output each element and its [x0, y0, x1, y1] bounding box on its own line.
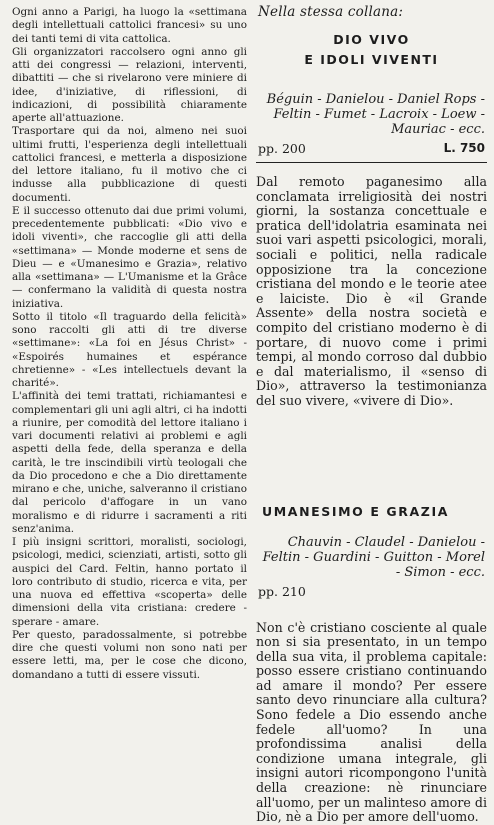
book2-description: Non c'è cristiano cosciente al quale non si sia presentato, in un tempo della sua vita, il problema capitale: posso essere cristiano continuando ad amare il mondo? Per essere santo devo rinunciare alla cultura? Sono fedele a Dio essendo anche fedele all'uomo? In una profondissima analisi della condizione umana integrale, gli insigni autori ricompongono l'unità della creazione: nè rinunciare all'uomo, per un malinteso amore di Dio, nè a Dio per amore dell'uomo. [256, 619, 487, 825]
paragraph-purpose: Trasportare qui da noi, almeno nei suoi ultimi frutti, l'esperienza degli intellettuali cattolici francesi, e metterla a disposizione del lettore italiano, fu il motivo che ci indusse alla pubblicazione di questi documenti. [12, 125, 247, 204]
book1-description: Dal remoto paganesimo alla conclamata irreligiosità dei nostri giorni, la sostanza concettuale e pratica dell'idolatria esaminata nei suoi vari aspetti psicologici, morali, sociali e politici, nella radicale opposizione tra la concezione cristiana del mondo e le teorie atee e laiciste. Dio è «il Grande Assente» della nostra società e compito del cristiano moderno è di portare, di nuovo come i primi tempi, al mondo corroso dal dubbio e dal materialismo, il «senso di Dio», attraverso la testimonianza del suo vivere, «vivere di Dio». [256, 174, 487, 408]
book1-price: L. 750 [443, 141, 485, 155]
book1-pages: pp. 200 [258, 141, 306, 156]
right-column [256, 4, 487, 825]
book2-meta [256, 584, 487, 599]
paragraph-traguardo: Sotto il titolo «Il traguardo della felicità» sono raccolti gli atti di tre diverse «settimane»: «La foi en Jésus Christ» - «Espoirés humaines et espérance chretienne» - «Les intellectuels devant la charité». [12, 310, 247, 389]
left-column [12, 6, 247, 778]
book2-authors: Chauvin - Claudel - Danielou - Feltin - Guardini - Guitton - Morel - Simon - ecc. [262, 534, 485, 580]
book1-meta [256, 141, 487, 156]
paragraph-organizers: Gli organizzatori raccolsero ogni anno gli atti dei congressi — relazioni, interventi, dibattiti — che si rivelarono vere miniere di idee, d'iniziative, di riflessioni, di indicazioni, di possibilità chiaramente aperte all'attuazione. [12, 45, 247, 124]
book1-title-line2: E IDOLI VIVENTI [304, 52, 439, 67]
book2-pages: pp. 210 [258, 583, 306, 599]
paragraph-writers: I più insigni scrittori, moralisti, sociologi, psicologi, medici, scienziati, artisti, sotto gli auspici del Card. Feltin, hanno portato il loro contributo di studio, ricerca e vita, per una nuova ed effettiva «scoperta» delle dimensioni della vita cristiana: credere - sperare - amare. [12, 536, 247, 628]
series-intro: Nella stessa collana: [258, 4, 404, 20]
divider [256, 162, 487, 163]
paragraph-intro: Ogni anno a Parigi, ha luogo la «settimana degli intellettuali cattolici francesi» su uno dei tanti temi di vita cattolica. [12, 6, 247, 45]
book2-title: UMANESIMO E GRAZIA [262, 503, 449, 519]
book1-authors: Béguin - Danielou - Daniel Rops - Feltin - Fumet - Lacroix - Loew - Mauriac - ecc. [266, 92, 485, 137]
paragraph-conclusion: Per questo, paradossalmente, si potrebbe dire che questi volumi non sono nati per essere letti, ma, per le cose che dicono, domandano a tutti di essere vissuti. [12, 628, 247, 681]
paragraph-affinity: L'affinità dei temi trattati, richiamantesi e complementari gli uni agli altri, ci ha indotti a riunire, per comodità del lettore italiano i vari documenti relativi ai problemi e agli aspetti della fede, della speranza e della carità, le tre inscindibili virtù teologali che da Dio procedono e che a Dio direttamente mirano e che, uniche, salveranno il cristiano dal pericolo d'affogare in un vano moralismo e di ridurre i sacramenti a riti senz'anima. [12, 390, 247, 535]
book1-title-line1: DIO VIVO [333, 32, 410, 47]
paragraph-success: E il successo ottenuto dai due primi volumi, precedentemente pubblicati: «Dio vivo e idoli viventi», che raccoglie gli atti della «settimana» — Monde moderne et sens de Dieu — e «Umanesimo e Grazia», relativo alla «settimana» — L'Umanisme et la Grâce — confermano la validità di questa nostra iniziativa. [12, 204, 247, 310]
